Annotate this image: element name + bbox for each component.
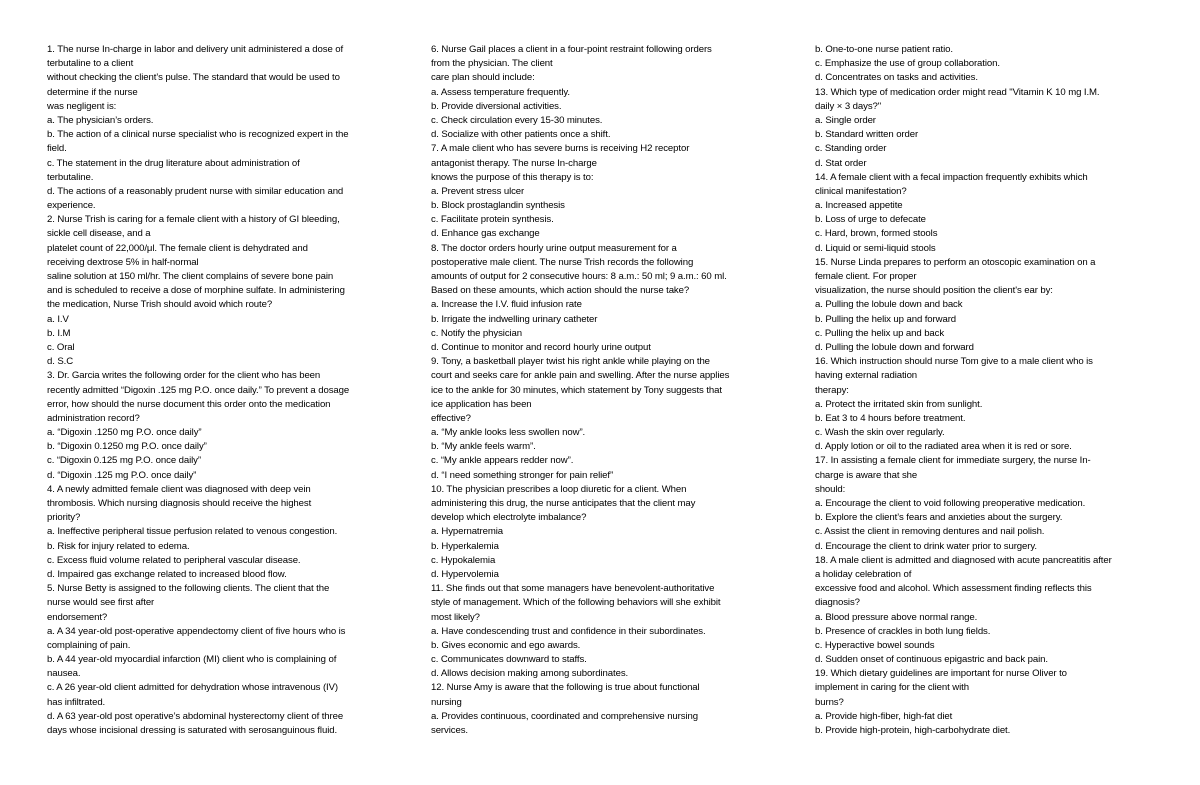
- text-line: field.: [47, 143, 67, 155]
- text-line: most likely?: [431, 611, 480, 623]
- text-line: b. I.M: [47, 327, 71, 339]
- text-line: a. Prevent stress ulcer: [431, 185, 525, 197]
- text-column-2: [431, 43, 786, 738]
- text-line: care plan should include:: [431, 72, 535, 84]
- text-line: a. Ineffective peripheral tissue perfusion related to venous congestion.: [47, 526, 338, 538]
- text-line: thrombosis. Which nursing diagnosis should receive the highest: [47, 498, 312, 509]
- text-line: c. Wash the skin over regularly.: [815, 427, 945, 439]
- text-column-1: [47, 43, 402, 738]
- text-line: from the physician. The client: [431, 58, 553, 70]
- text-line: effective?: [431, 412, 471, 424]
- text-line: d. Stat order: [815, 157, 867, 169]
- text-line: b. Loss of urge to defecate: [815, 214, 926, 226]
- text-line: b. Block prostaglandin synthesis: [431, 200, 565, 212]
- text-line: c. A 26 year-old client admitted for dehydration whose intravenous (IV): [47, 682, 338, 694]
- text-line: without checking the client’s pulse. The standard that would be used to: [47, 72, 340, 84]
- text-line: c. Facilitate protein synthesis.: [431, 214, 554, 226]
- text-line: d. Enhance gas exchange: [431, 228, 540, 240]
- text-line: nurse would see first after: [47, 597, 155, 609]
- text-line: c. The statement in the drug literature about administration of: [47, 157, 300, 169]
- text-line: 7. A male client who has severe burns is receiving H2 receptor: [431, 143, 690, 155]
- text-line: c. Hypokalemia: [431, 554, 496, 566]
- text-line: 11. She finds out that some managers have benevolent-authoritative: [431, 583, 715, 595]
- text-line: administration record?: [47, 412, 140, 424]
- text-line: court and seeks care for ankle pain and swelling. After the nurse applies: [431, 370, 730, 382]
- text-line: d. “Digoxin .125 mg P.O. once daily”: [47, 469, 197, 481]
- text-line: d. Liquid or semi-liquid stools: [815, 242, 936, 254]
- text-line: d. Continue to monitor and record hourly urine output: [431, 341, 651, 353]
- text-line: antagonist therapy. The nurse In-charge: [431, 157, 597, 169]
- text-line: a. Hypernatremia: [431, 526, 503, 538]
- text-line: a. Protect the irritated skin from sunlight.: [815, 398, 983, 410]
- text-line: b. “Digoxin 0.1250 mg P.O. once daily”: [47, 441, 207, 453]
- text-line: a. The physician’s orders.: [47, 114, 154, 126]
- text-line: female client. For proper: [815, 271, 917, 282]
- text-line: 17. In assisting a female client for immediate surgery, the nurse In-: [815, 455, 1091, 467]
- text-line: d. Concentrates on tasks and activities.: [815, 72, 978, 84]
- text-line: sickle cell disease, and a: [47, 228, 151, 240]
- text-line: a. Have condescending trust and confidence in their subordinates.: [431, 625, 706, 637]
- text-line: 18. A male client is admitted and diagnosed with acute pancreatitis after: [815, 554, 1112, 566]
- text-line: 6. Nurse Gail places a client in a four-point restraint following orders: [431, 44, 712, 55]
- text-line: experience.: [47, 200, 96, 212]
- text-line: 16. Which instruction should nurse Tom give to a male client who is: [815, 356, 1093, 368]
- text-line: c. Emphasize the use of group collaboration.: [815, 58, 1000, 70]
- text-line: platelet count of 22,000/μl. The female client is dehydrated and: [47, 242, 308, 254]
- text-line: b. Eat 3 to 4 hours before treatment.: [815, 412, 966, 424]
- text-line: c. Excess fluid volume related to peripheral vascular disease.: [47, 554, 301, 566]
- text-line: c. Notify the physician: [431, 327, 523, 339]
- text-line: b. Explore the client’s fears and anxieties about the surgery.: [815, 512, 1063, 524]
- text-line: b. The action of a clinical nurse specialist who is recognized expert in the: [47, 129, 349, 141]
- text-line: 8. The doctor orders hourly urine output measurement for a: [431, 242, 677, 254]
- text-line: terbutaline.: [47, 171, 94, 183]
- text-line: 19. Which dietary guidelines are important for nurse Oliver to: [815, 668, 1067, 680]
- text-line: c. Hyperactive bowel sounds: [815, 639, 935, 651]
- text-line: c. “Digoxin 0.125 mg P.O. once daily”: [47, 455, 201, 467]
- text-column-3: [815, 43, 1170, 738]
- text-line: having external radiation: [815, 370, 918, 382]
- text-line: determine if the nurse: [47, 86, 138, 98]
- text-line: a. Increased appetite: [815, 200, 903, 212]
- text-line: c. Standing order: [815, 143, 887, 155]
- text-line: a. Provides continuous, coordinated and comprehensive nursing: [431, 710, 698, 722]
- text-line: d. Hypervolemia: [431, 568, 499, 580]
- text-line: d. The actions of a reasonably prudent nurse with similar education and: [47, 185, 344, 197]
- text-line: a. A 34 year-old post-operative appendectomy client of five hours who is: [47, 625, 346, 637]
- text-line: diagnosis?: [815, 597, 860, 609]
- text-line: c. Oral: [47, 341, 75, 353]
- text-line: nursing: [431, 696, 462, 708]
- text-line: and is scheduled to receive a dose of morphine sulfate. In administering: [47, 285, 345, 297]
- text-line: knows the purpose of this therapy is to:: [431, 171, 594, 183]
- text-line: develop which electrolyte imbalance?: [431, 512, 587, 524]
- text-line: d. S.C: [47, 356, 74, 368]
- text-line: d. Sudden onset of continuous epigastric and back pain.: [815, 654, 1048, 666]
- text-line: Based on these amounts, which action should the nurse take?: [431, 285, 690, 297]
- text-line: 3. Dr. Garcia writes the following order for the client who has been: [47, 370, 321, 382]
- text-line: 10. The physician prescribes a loop diuretic for a client. When: [431, 483, 687, 495]
- text-line: recently admitted “Digoxin .125 mg P.O. once daily.” To prevent a dosage: [47, 384, 350, 396]
- text-line: excessive food and alcohol. Which assessment finding reflects this: [815, 583, 1092, 595]
- text-line: charge is aware that she: [815, 469, 918, 481]
- text-line: d. Encourage the client to drink water prior to surgery.: [815, 540, 1037, 552]
- text-line: the medication, Nurse Trish should avoid which route?: [47, 299, 273, 311]
- text-line: b. A 44 year-old myocardial infarction (MI) client who is complaining of: [47, 654, 337, 666]
- text-line: visualization, the nurse should position the client's ear by:: [815, 285, 1053, 297]
- text-line: a. Pulling the lobule down and back: [815, 299, 963, 311]
- text-line: 13. Which type of medication order might read "Vitamin K 10 mg I.M.: [815, 86, 1100, 98]
- text-line: saline solution at 150 ml/hr. The client complains of severe bone pain: [47, 271, 334, 282]
- text-line: b. Gives economic and ego awards.: [431, 639, 581, 651]
- text-line: clinical manifestation?: [815, 185, 907, 197]
- text-line: c. Assist the client in removing dentures and nail polish.: [815, 526, 1045, 538]
- text-line: a. Increase the I.V. fluid infusion rate: [431, 299, 582, 311]
- text-line: daily × 3 days?": [815, 100, 882, 112]
- text-line: d. “I need something stronger for pain relief”: [431, 469, 614, 481]
- text-line: 1. The nurse In-charge in labor and delivery unit administered a dose of: [47, 44, 344, 55]
- text-line: c. “My ankle appears redder now”.: [431, 455, 574, 467]
- text-line: d. Socialize with other patients once a shift.: [431, 129, 611, 141]
- text-line: b. Pulling the helix up and forward: [815, 313, 957, 325]
- text-line: should:: [815, 483, 846, 495]
- text-line: a. Assess temperature frequently.: [431, 86, 570, 98]
- text-line: ice to the ankle for 30 minutes, which statement by Tony suggests that: [431, 384, 722, 396]
- text-line: days whose incisional dressing is saturated with serosanguinous fluid.: [47, 725, 338, 736]
- text-line: style of management. Which of the following behaviors will she exhibit: [431, 597, 721, 609]
- text-line: c. Hard, brown, formed stools: [815, 228, 938, 240]
- text-line: nausea.: [47, 668, 81, 680]
- text-line: priority?: [47, 512, 81, 524]
- text-line: error, how should the nurse document this order onto the medication: [47, 398, 331, 410]
- text-line: implement in caring for the client with: [815, 682, 969, 694]
- text-line: receiving dextrose 5% in half-normal: [47, 256, 199, 268]
- text-line: postoperative male client. The nurse Trish records the following: [431, 256, 694, 268]
- text-line: was negligent is:: [47, 100, 117, 112]
- text-line: c. Check circulation every 15-30 minutes.: [431, 114, 603, 126]
- text-line: complaining of pain.: [47, 639, 131, 651]
- text-line: 9. Tony, a basketball player twist his right ankle while playing on the: [431, 356, 710, 368]
- text-line: a. Provide high-fiber, high-fat diet: [815, 710, 953, 722]
- text-line: 14. A female client with a fecal impaction frequently exhibits which: [815, 171, 1088, 183]
- text-line: a holiday celebration of: [815, 568, 912, 580]
- text-line: ice application has been: [431, 398, 532, 410]
- text-line: b. Standard written order: [815, 129, 919, 141]
- text-line: a. Encourage the client to void following preoperative medication.: [815, 498, 1086, 509]
- text-line: b. Irrigate the indwelling urinary catheter: [431, 313, 598, 325]
- text-line: 4. A newly admitted female client was diagnosed with deep vein: [47, 483, 311, 495]
- text-line: d. Apply lotion or oil to the radiated area when it is red or sore.: [815, 441, 1072, 453]
- text-line: services.: [431, 725, 468, 736]
- text-line: a. Blood pressure above normal range.: [815, 611, 978, 623]
- text-line: c. Communicates downward to staffs.: [431, 654, 587, 666]
- text-line: b. Hyperkalemia: [431, 540, 499, 552]
- text-line: 15. Nurse Linda prepares to perform an otoscopic examination on a: [815, 256, 1096, 268]
- text-line: b. One-to-one nurse patient ratio.: [815, 44, 953, 55]
- text-line: b. “My ankle feels warm”.: [431, 441, 536, 453]
- text-line: a. “Digoxin .1250 mg P.O. once daily”: [47, 427, 202, 439]
- text-line: 2. Nurse Trish is caring for a female client with a history of GI bleeding,: [47, 214, 340, 226]
- text-line: c. Pulling the helix up and back: [815, 327, 945, 339]
- text-line: d. A 63 year-old post operative’s abdominal hysterectomy client of three: [47, 710, 344, 722]
- text-line: therapy:: [815, 384, 849, 396]
- text-line: has infiltrated.: [47, 696, 106, 708]
- text-line: d. Allows decision making among subordinates.: [431, 668, 629, 680]
- text-line: d. Impaired gas exchange related to increased blood flow.: [47, 568, 287, 580]
- text-line: a. “My ankle looks less swollen now”.: [431, 427, 586, 439]
- text-line: b. Provide high-protein, high-carbohydrate diet.: [815, 725, 1011, 736]
- text-line: b. Provide diversional activities.: [431, 100, 562, 112]
- text-line: a. Single order: [815, 114, 876, 126]
- text-line: endorsement?: [47, 611, 108, 623]
- text-line: b. Presence of crackles in both lung fields.: [815, 625, 991, 637]
- text-line: d. Pulling the lobule down and forward: [815, 341, 974, 353]
- text-line: administering this drug, the nurse anticipates that the client may: [431, 498, 696, 509]
- text-line: amounts of output for 2 consecutive hours: 8 a.m.: 50 ml; 9 a.m.: 60 ml.: [431, 271, 727, 282]
- text-line: b. Risk for injury related to edema.: [47, 540, 190, 552]
- text-line: terbutaline to a client: [47, 58, 134, 70]
- text-line: 5. Nurse Betty is assigned to the following clients. The client that the: [47, 583, 330, 595]
- text-line: 12. Nurse Amy is aware that the following is true about functional: [431, 682, 700, 694]
- text-line: burns?: [815, 696, 844, 708]
- text-line: a. I.V: [47, 313, 69, 325]
